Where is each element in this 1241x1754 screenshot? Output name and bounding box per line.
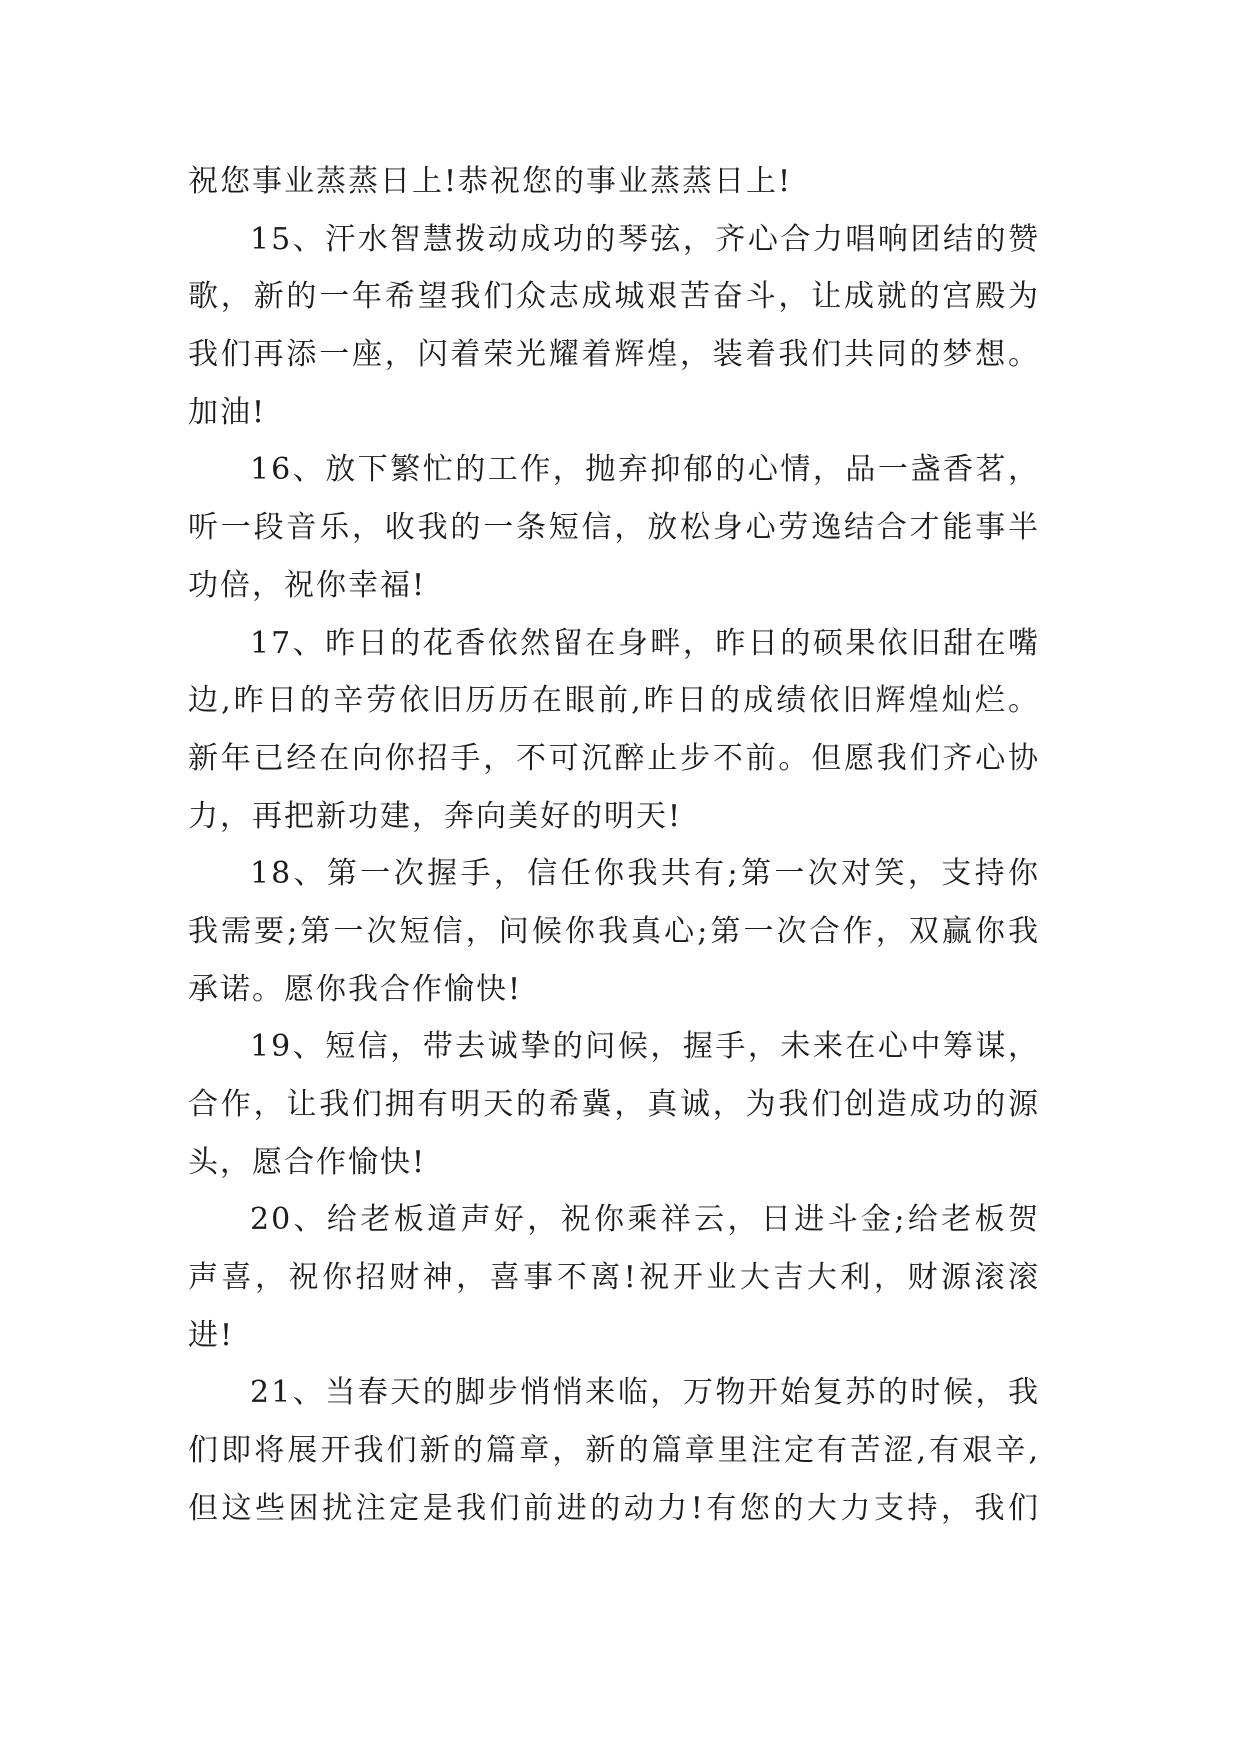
text-line: 听一段音乐，收我的一条短信，放松身心劳逸结合才能事半	[188, 510, 1040, 546]
text-line: 祝您事业蒸蒸日上!恭祝您的事业蒸蒸日上!	[188, 164, 793, 199]
text-line: 我需要;第一次短信，问候你我真心;第一次合作，双赢你我	[188, 913, 1040, 949]
text-line: 声喜，祝你招财神，喜事不离!祝开业大吉大利，财源滚滚	[188, 1260, 1040, 1296]
text-line: 但这些困扰注定是我们前进的动力!有您的大力支持，我们	[188, 1490, 1040, 1526]
text-line: 21、当春天的脚步悄悄来临，万物开始复苏的时候，我	[250, 1375, 1040, 1411]
text-line: 15、汗水智慧拨动成功的琴弦，齐心合力唱响团结的赞	[250, 221, 1040, 257]
text-line: 18、第一次握手，信任你我共有;第一次对笑，支持你	[250, 856, 1040, 892]
text-line: 19、短信，带去诚挚的问候，握手，未来在心中筹谋，	[250, 1029, 1040, 1065]
paragraph-16	[188, 441, 1040, 614]
paragraph-20	[188, 1191, 1040, 1364]
text-line: 20、给老板道声好，祝你乘祥云，日进斗金;给老板贺	[250, 1202, 1040, 1238]
text-line: 我们再添一座，闪着荣光耀着辉煌，装着我们共同的梦想。	[188, 337, 1040, 373]
text-line: 进!	[188, 1317, 235, 1353]
text-line: 们即将展开我们新的篇章，新的篇章里注定有苦涩,有艰辛,	[188, 1433, 1040, 1469]
paragraph-19	[188, 1018, 1040, 1191]
text-line: 加油!	[188, 394, 267, 430]
text-line: 功倍，祝你幸福!	[188, 567, 427, 603]
paragraph-18	[188, 845, 1040, 1018]
text-line: 17、昨日的花香依然留在身畔，昨日的硕果依旧甜在嘴	[250, 625, 1040, 661]
document-body	[188, 153, 1040, 1538]
paragraph-15	[188, 211, 1040, 442]
text-line: 新年已经在向你招手，不可沉醉止步不前。但愿我们齐心协	[188, 740, 1040, 776]
text-line: 承诺。愿你我合作愉快!	[188, 971, 523, 1007]
text-line: 头，愿合作愉快!	[188, 1144, 427, 1180]
text-line: 歌，新的一年希望我们众志成城艰苦奋斗，让成就的宫殿为	[188, 279, 1040, 315]
text-line: 边,昨日的辛劳依旧历历在眼前,昨日的成绩依旧辉煌灿烂。	[188, 683, 1040, 719]
text-line: 合作，让我们拥有明天的希冀，真诚，为我们创造成功的源	[188, 1087, 1040, 1122]
paragraph-17	[188, 615, 1040, 846]
paragraph-21	[188, 1364, 1040, 1537]
text-line: 力，再把新功建，奔向美好的明天!	[188, 798, 683, 834]
paragraph-continuation	[188, 153, 1040, 211]
text-line: 16、放下繁忙的工作，抛弃抑郁的心情，品一盏香茗，	[250, 452, 1040, 488]
